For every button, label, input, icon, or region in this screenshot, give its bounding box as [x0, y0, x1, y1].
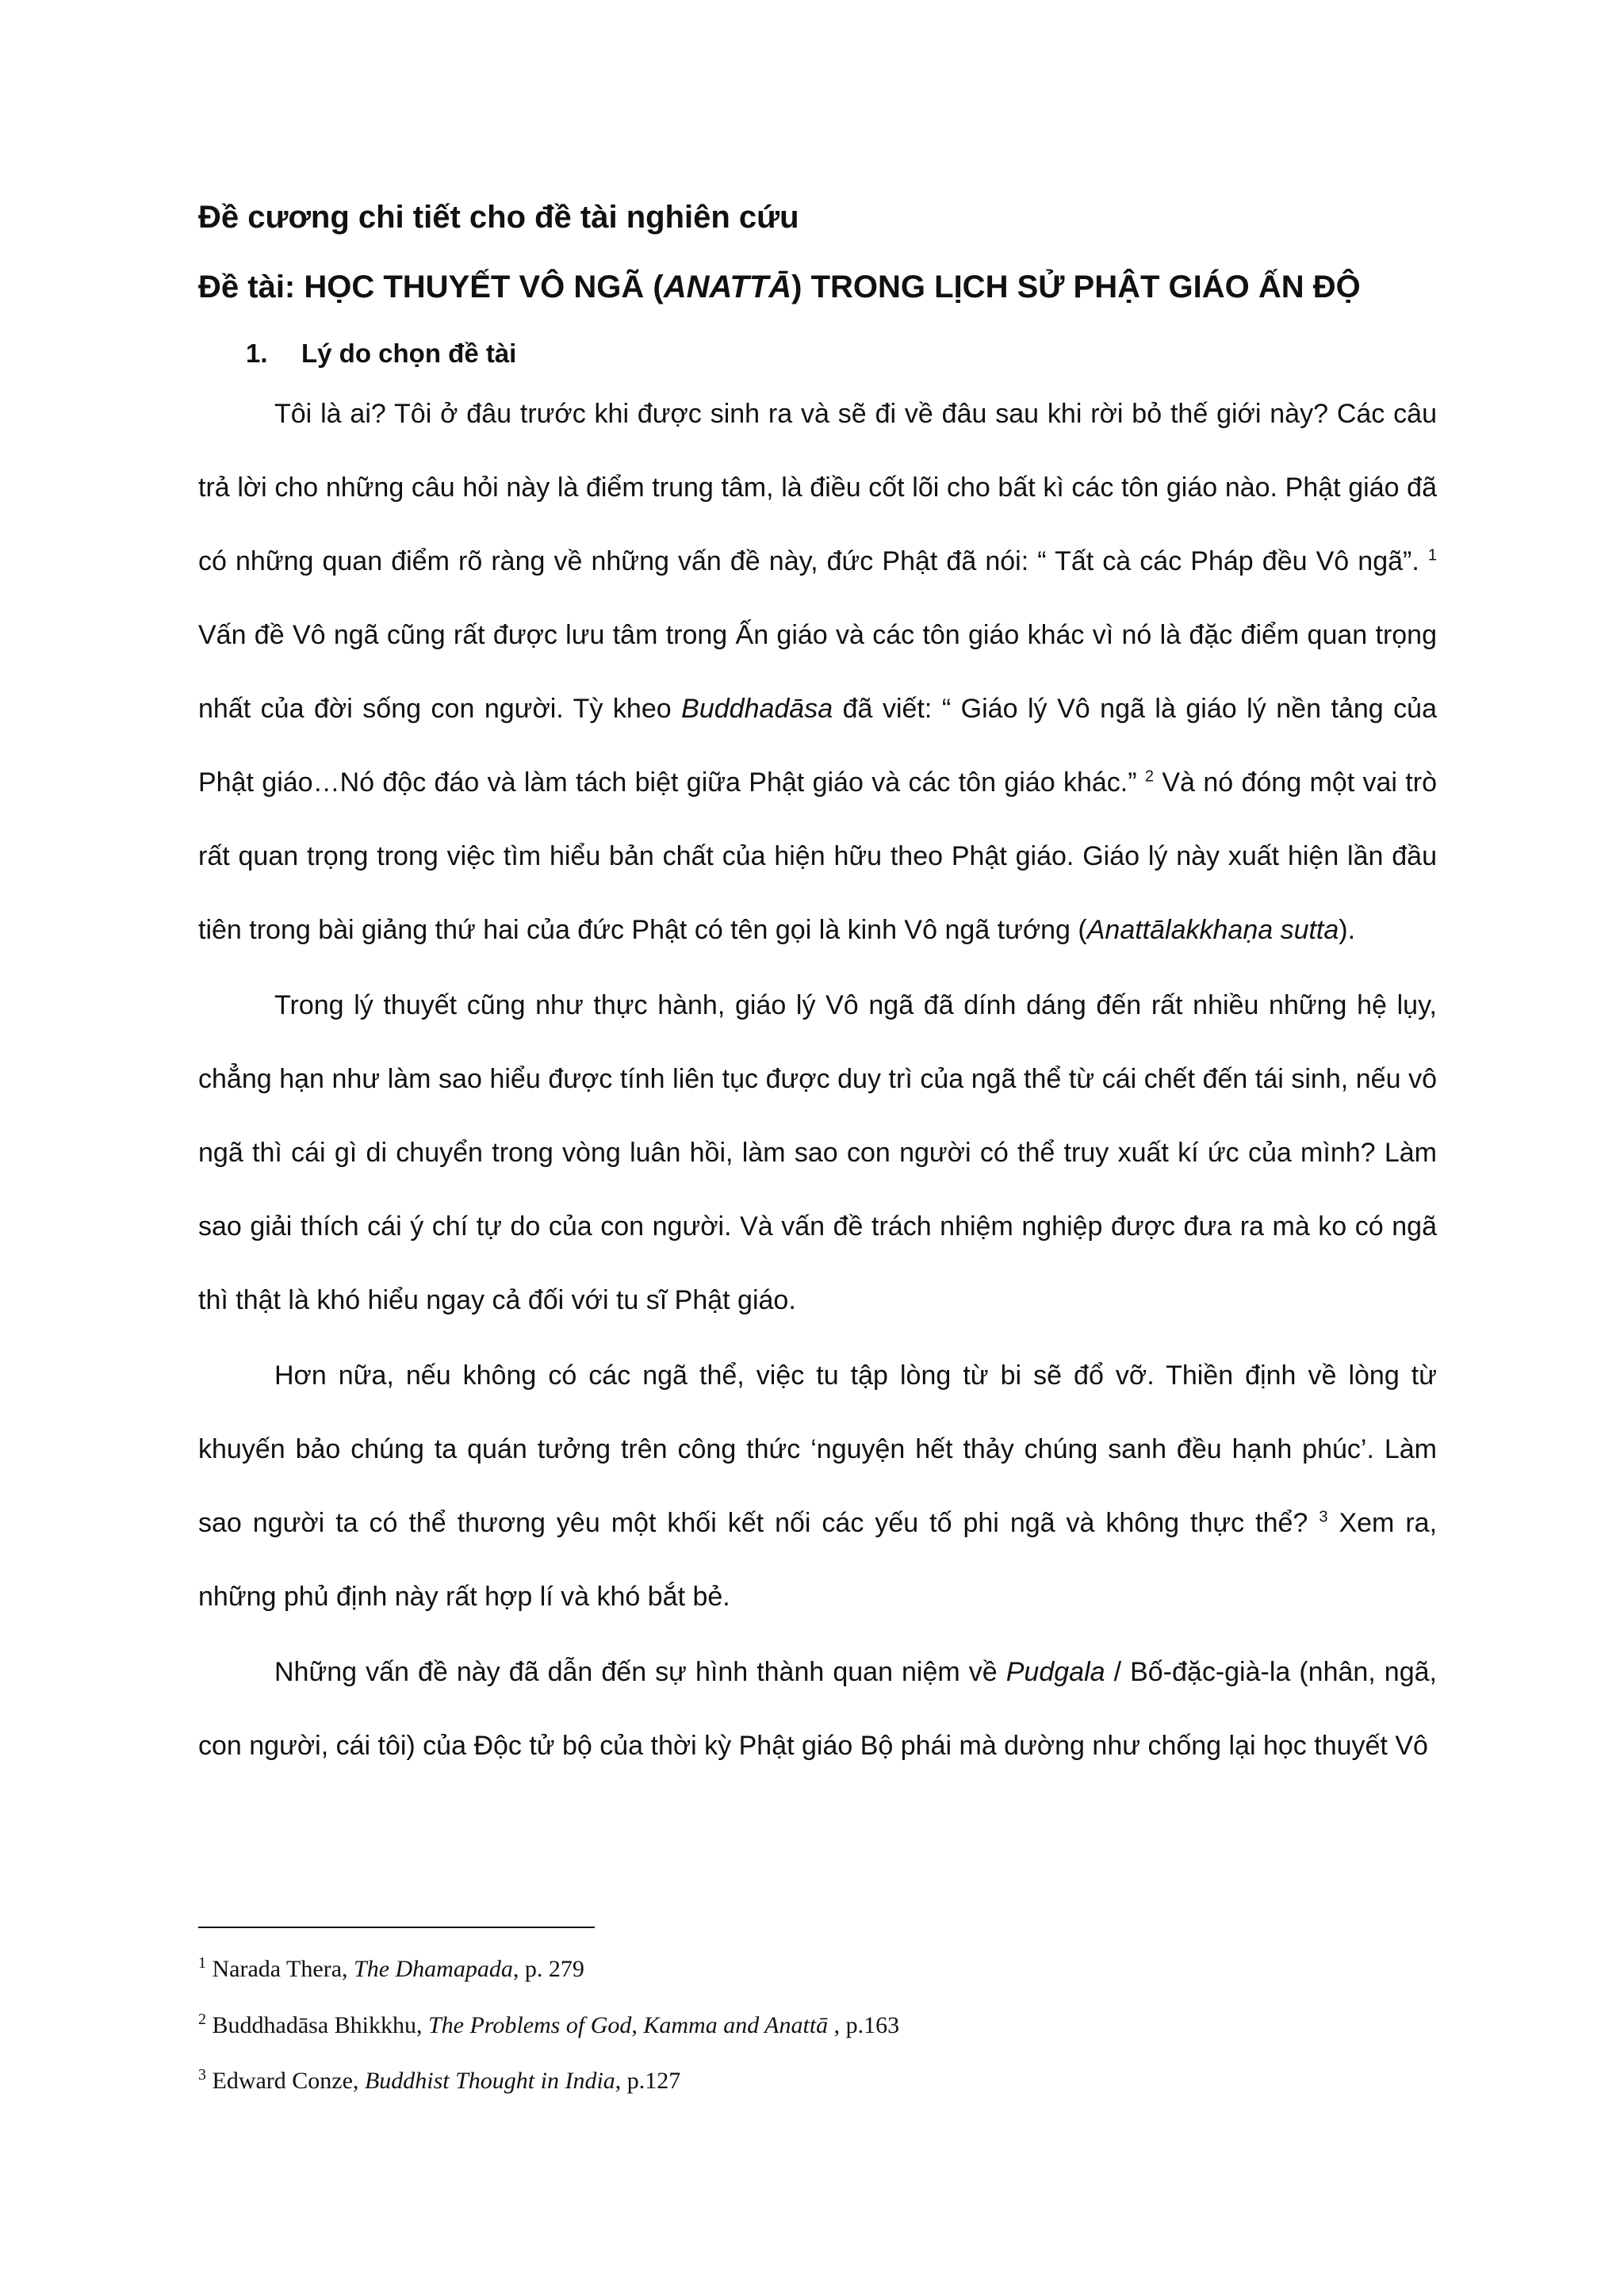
footnote-separator [198, 1927, 595, 1928]
footnote-work: The Dhamapada [354, 1956, 513, 1982]
section-title: Lý do chọn đề tài [301, 339, 517, 368]
footnote-ref-2[interactable]: 2 [1144, 767, 1155, 786]
footnote-number: 3 [198, 2066, 206, 2084]
footnote-work: Buddhist Thought in India [364, 2068, 615, 2094]
paragraph-3-text-a: Hơn nữa, nếu không có các ngã thể, việc tu tập lòng từ bi sẽ đổ vỡ. Thiền định về lòng từ khuyến bảo chúng ta quán tưởng trên công thức ‘nguyện hết thảy chúng sanh đều hạnh phúc’. Làm sao người ta có thể thương yêu một khối kết nối các yếu tố phi ngã và không thực thể? [198, 1360, 1437, 1538]
footnote-ref-1[interactable]: 1 [1427, 546, 1437, 564]
paragraph-1-name: Buddhadāsa [681, 694, 833, 724]
footnote-2 [198, 2010, 1388, 2042]
paragraph-4-text-a: Những vấn đề này đã dẫn đến sự hình thành quan niệm về [274, 1657, 1006, 1687]
paragraph-1-text-d: Và nó đóng một vai trò rất quan trọng trong việc tìm hiểu bản chất của hiện hữu theo Phật giáo. Giáo lý này xuất hiện lần đầu tiên trong bài giảng thứ hai của đức Phật có tên gọi là kinh Vô ngã tướng ( [198, 767, 1437, 945]
paragraph-3 [198, 1339, 1437, 1634]
footnote-number: 2 [198, 2011, 206, 2028]
topic-suffix: ) TRONG LỊCH SỬ PHẬT GIÁO ẤN ĐỘ [791, 270, 1361, 304]
footnote-work: The Problems of God, Kamma and Anattā [427, 2012, 829, 2038]
paragraph-4-term: Pudgala [1005, 1657, 1105, 1687]
paragraph-3-text-b: Xem ra, những phủ định này rất hợp lí và khó bắt bẻ. [198, 1508, 1438, 1612]
section-number: 1. [246, 339, 268, 368]
paragraph-1-text-c: đã viết: “ Giáo lý Vô ngã là giáo lý nền tảng của Phật giáo…Nó độc đáo và làm tách biệt giữa Phật giáo và các tôn giáo khác.” [198, 694, 1437, 798]
paragraph-4-text-b: / Bố-đặc-già-la (nhân, ngã, con người, cái tôi) của Độc tử bộ của thời kỳ Phật giáo Bộ phái mà dường như chống lại học thuyết Vô [198, 1657, 1437, 1761]
footnote-3 [198, 2065, 1388, 2097]
topic-term: ANATTĀ [663, 270, 792, 304]
footnote-page: , p.163 [828, 2012, 900, 2038]
paragraph-1-text-e: ). [1339, 915, 1356, 945]
paragraph-1-sutta: Anattālakkhaṇa sutta [1086, 915, 1339, 945]
footnote-author: Narada Thera, [212, 1956, 354, 1982]
paragraph-2: Trong lý thuyết cũng như thực hành, giáo lý Vô ngã đã dính dáng đến rất nhiều những hệ lụy, chẳng hạn như làm sao hiểu được tính liên tục được duy trì của ngã thể từ cái chết đến tái sinh, nếu vô ngã thì cái gì di chuyển trong vòng luân hồi, làm sao con người có thể truy xuất kí ức của mình? Làm sao giải thích cái ý chí tự do của con người. Và vấn đề trách nhiệm nghiệp được đưa ra mà ko có ngã thì thật là khó hiểu ngay cả đối với tu sĩ Phật giáo. [198, 990, 1437, 1315]
topic-prefix: Đề tài: HỌC THUYẾT VÔ NGÃ ( [198, 270, 664, 304]
section-heading [246, 333, 1356, 374]
footnote-number: 1 [198, 1954, 206, 1972]
paragraph-4 [198, 1636, 1437, 1783]
footnote-page: , p. 279 [512, 1956, 584, 1982]
footnote-author: Edward Conze, [212, 2068, 365, 2094]
footnote-ref-3[interactable]: 3 [1319, 1508, 1328, 1526]
paragraph-1-text-a: Tôi là ai? Tôi ở đâu trước khi được sinh ra và sẽ đi về đâu sau khi rời bỏ thế giới này? Các câu trả lời cho những câu hỏi này là điểm trung tâm, là điều cốt lõi cho bất kì các tôn giáo nào. Phật giáo đã có những quan điểm rõ ràng về những vấn đề này, đức Phật đã nói: “ Tất cà các Pháp đều Vô ngã”. [198, 399, 1437, 576]
research-topic-heading [198, 265, 1451, 309]
footnote-1 [198, 1954, 1388, 1985]
paragraph-1-text-b: Vấn đề Vô ngã cũng rất được lưu tâm trong Ấn giáo và các tôn giáo khác vì nó là đặc điểm quan trọng nhất của đời sống con người. Tỳ kheo [198, 620, 1437, 724]
footnote-page: , p.127 [615, 2068, 681, 2094]
document-title: Đề cương chi tiết cho đề tài nghiên cứu [198, 200, 799, 235]
paragraph-1 [198, 377, 1437, 967]
footnote-author: Buddhadāsa Bhikkhu, [212, 2012, 428, 2038]
